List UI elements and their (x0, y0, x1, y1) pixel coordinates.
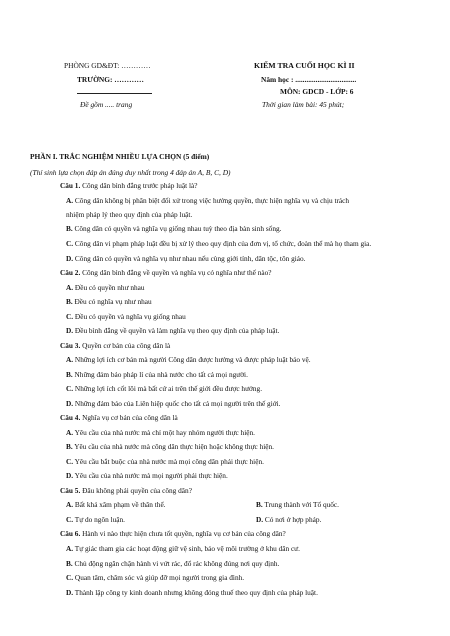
q2-option-b (66, 297, 152, 306)
q1-option-c (66, 239, 371, 248)
question-3 (60, 341, 170, 350)
option-text: Yêu cầu của nhà nước mà công dân thực hiện hoặc không thực hiện. (72, 442, 274, 451)
option-text: Tự do ngôn luận. (73, 515, 125, 524)
q4-option-d (66, 471, 228, 480)
q3-option-d (66, 399, 280, 408)
option-text: Quan tâm, chăm sóc và giúp đỡ mọi người trong gia đình. (73, 573, 245, 582)
section-instruction: (Thí sinh lựa chọn đáp án đúng duy nhất trong 4 đáp án A, B, C, D) (30, 168, 231, 177)
option-text: Thành lập công ty kinh doanh nhưng không đóng thuế theo quy định của pháp luật. (73, 588, 318, 597)
option-label: C. (66, 457, 74, 466)
option-text: Công dân có quyền và nghĩa vụ giống nhau tuỳ theo địa bàn sinh sống. (72, 224, 282, 233)
option-label: B. (66, 559, 73, 568)
option-label: B. (66, 442, 73, 451)
q1-option-a-continued: nhiệm pháp lý theo quy định của pháp luật. (66, 210, 193, 219)
option-text: Yêu cầu bắt buộc của nhà nước mà mọi công dân phải thực hiện. (73, 457, 264, 466)
option-label: A. (66, 355, 74, 364)
question-label: Câu 4. (60, 413, 81, 422)
question-label: Câu 5. (60, 486, 81, 495)
option-label: A. (66, 500, 74, 509)
option-text: Bất khả xâm phạm về thân thể. (73, 500, 166, 509)
option-text: Đều có nghĩa vụ như nhau (72, 297, 152, 306)
page-count-line: Đề gồm ..... trang (80, 100, 133, 109)
option-text: Có nơi ở hợp pháp. (263, 515, 322, 524)
question-text: Công dân bình đẳng trước pháp luật là? (80, 181, 198, 190)
q3-option-c (66, 384, 262, 393)
option-text: Đều có quyền như nhau (73, 283, 145, 292)
option-label: A. (66, 283, 74, 292)
option-label: B. (66, 224, 73, 233)
q3-option-b (66, 370, 248, 379)
question-text: Công dân bình đẳng về quyền và nghĩa vụ có nghĩa như thế nào? (80, 268, 272, 277)
option-text: Đều có quyền và nghĩa vụ giống nhau (73, 312, 186, 321)
q4-option-a (66, 428, 255, 437)
q6-option-b (66, 559, 279, 568)
q3-option-a (66, 355, 311, 364)
option-label: D. (66, 326, 74, 335)
question-1 (60, 181, 198, 190)
time-allowed-line: Thời gian làm bài: 45 phút; (262, 100, 345, 109)
option-label: A. (66, 196, 74, 205)
question-label: Câu 3. (60, 341, 81, 350)
header-left-underline (77, 93, 152, 94)
option-text: Những lợi ích cốt lõi mà bất cứ ai trên thế giới đều được hưởng. (73, 384, 263, 393)
option-label: D. (66, 399, 74, 408)
question-text: Hành vi nào thực hiện chưa tốt quyền, nghĩa vụ cơ bản của công dân? (80, 529, 286, 538)
q5-option-a (66, 500, 166, 509)
question-text: Quyền cơ bản của công dân là (80, 341, 171, 350)
q4-option-c (66, 457, 264, 466)
question-6 (60, 529, 286, 538)
q5-option-c (66, 515, 125, 524)
option-label: D. (66, 471, 74, 480)
option-label: C. (66, 573, 74, 582)
question-text: Đâu không phải quyền của công dân? (80, 486, 192, 495)
option-text: Công dân vi phạm pháp luật đều bị xử lý theo quy định của đơn vị, tổ chức, đoàn thể mà họ tham gia. (73, 239, 372, 248)
option-label: D. (66, 254, 74, 263)
q2-option-d (66, 326, 279, 335)
exam-title: KIỂM TRA CUỐI HỌC KÌ II (254, 61, 355, 70)
school-year-line: Năm học : ................................. (261, 75, 357, 84)
option-label: B. (66, 297, 73, 306)
q6-option-d (66, 588, 318, 597)
school-line: TRƯỜNG: ………… (77, 75, 144, 84)
q1-option-b (66, 224, 281, 233)
q5-option-d (256, 515, 321, 524)
option-text: Đều bình đẳng về quyền và làm nghĩa vụ theo quy định của pháp luật. (73, 326, 280, 335)
option-text: Những đảm bảo của Liên hiệp quốc cho tất cả mọi người trên thế giới. (73, 399, 281, 408)
q5-option-b (256, 500, 339, 509)
option-label: D. (256, 515, 264, 524)
option-text: Những đảm bảo pháp lí của nhà nước cho tất cả mọi người. (72, 370, 248, 379)
q1-option-a (66, 196, 349, 205)
option-text: Những lợi ích cơ bản mà người Công dân được hưởng và được pháp luật bảo vệ. (73, 355, 311, 364)
question-label: Câu 6. (60, 529, 81, 538)
question-4 (60, 413, 178, 422)
option-label: B. (256, 500, 263, 509)
option-label: C. (66, 239, 74, 248)
question-5 (60, 486, 192, 495)
option-text: Công dân có quyền và nghĩa vụ như nhau nếu cùng giới tính, dân tộc, tôn giáo. (73, 254, 306, 263)
q2-option-c (66, 312, 186, 321)
q2-option-a (66, 283, 145, 292)
option-label: D. (66, 588, 74, 597)
question-text: Nghĩa vụ cơ bản của công dân là (80, 413, 178, 422)
question-label: Câu 1. (60, 181, 81, 190)
question-2 (60, 268, 271, 277)
option-label: C. (66, 515, 74, 524)
option-label: C. (66, 384, 74, 393)
option-text: Công dân không bị phân biệt đối xử trong việc hưởng quyền, thực hiện nghĩa vụ và chịu trách (73, 196, 350, 205)
option-text: Tự giác tham gia các hoạt động giữ vệ sinh, bảo vệ môi trường ở khu dân cư. (73, 544, 300, 553)
option-text: Yêu cầu của nhà nước mà mọi người phải thực hiện. (73, 471, 228, 480)
q1-option-d (66, 254, 305, 263)
option-text: Trung thành với Tổ quốc. (262, 500, 339, 509)
q6-option-c (66, 573, 244, 582)
question-label: Câu 2. (60, 268, 81, 277)
option-text: Chủ động ngăn chặn hành vi vứt rác, đổ rác không đúng nơi quy định. (72, 559, 280, 568)
section-title: PHẦN I. TRẮC NGHIỆM NHIỀU LỰA CHỌN (5 điểm) (30, 152, 210, 161)
option-label: A. (66, 544, 74, 553)
q4-option-b (66, 442, 274, 451)
department-line: PHÒNG GD&ĐT: ………… (64, 61, 151, 70)
option-label: A. (66, 428, 74, 437)
option-text: Yêu cầu của nhà nước mà chỉ một hay nhóm người thực hiện. (73, 428, 255, 437)
option-label: B. (66, 370, 73, 379)
subject-line: MÔN: GDCD - LỚP: 6 (280, 87, 354, 96)
q6-option-a (66, 544, 300, 553)
option-label: C. (66, 312, 74, 321)
